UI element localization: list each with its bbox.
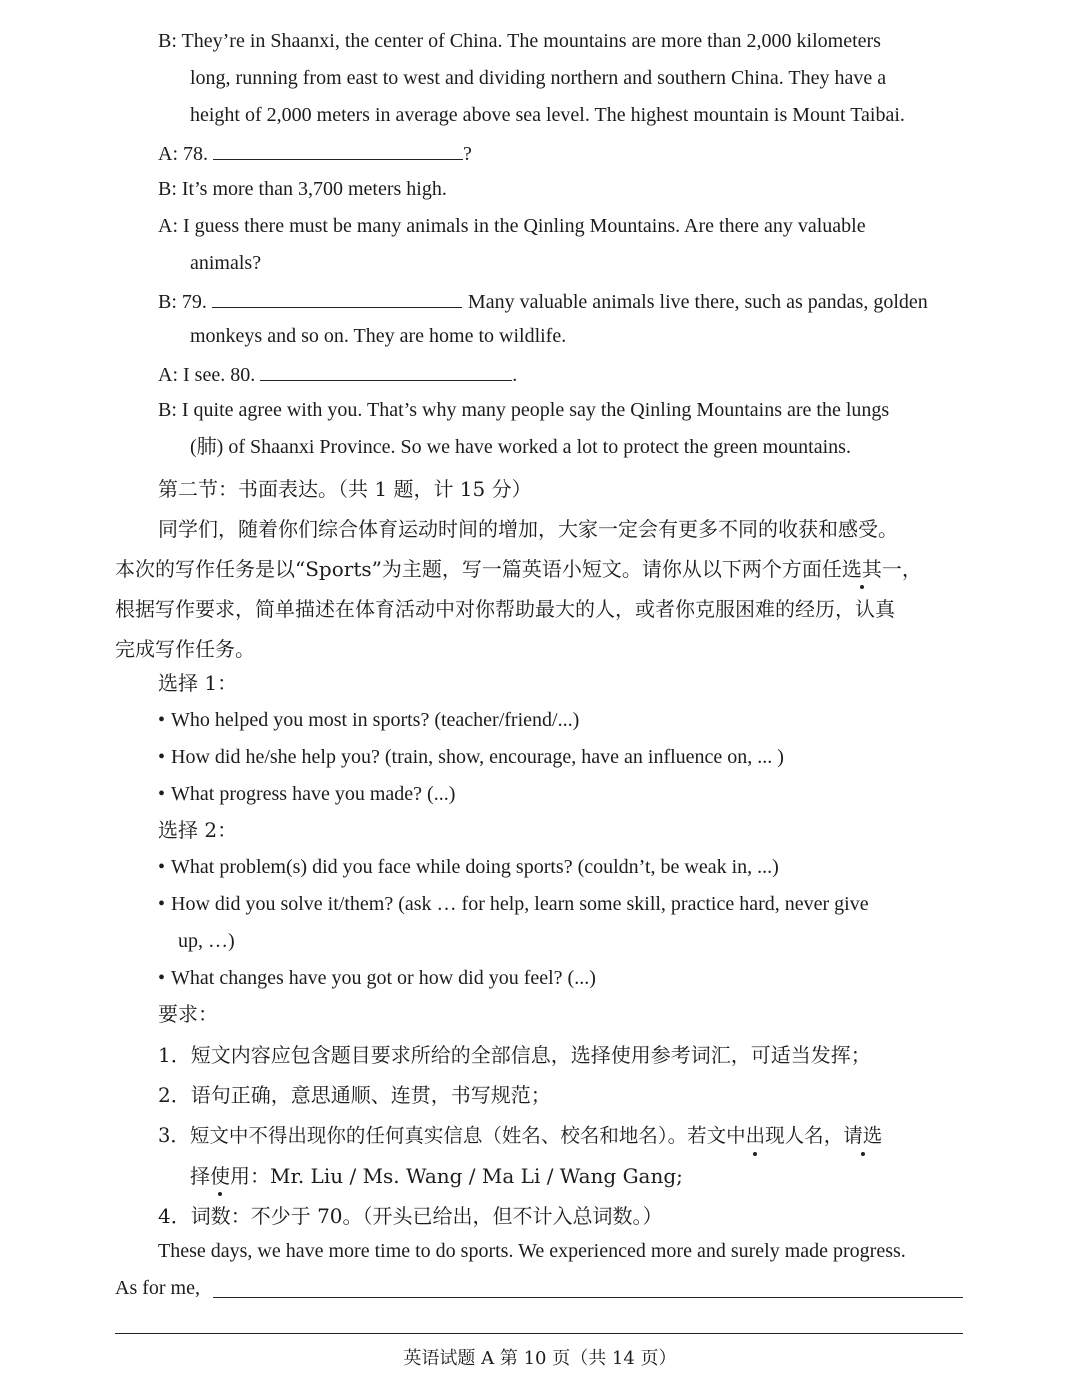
- page-footer: 英语试题 A 第 10 页（共 14 页）: [403, 1348, 677, 1369]
- requirements-label: 要求：: [158, 1002, 218, 1026]
- dialogue-line: B: It’s more than 3,700 meters high.: [158, 178, 447, 200]
- dialogue-line: B: I quite agree with you. That’s why many people say the Qinling Mountains are the lungs: [158, 399, 890, 421]
- section-heading: 第二节：书面表达。（共 1 题，计 15 分）: [158, 477, 532, 501]
- intro-line: 同学们，随着你们综合体育运动时间的增加，大家一定会有更多不同的收获和感受。: [158, 517, 898, 541]
- answer-blank-80[interactable]: [260, 360, 512, 381]
- intro-text: ，: [901, 557, 922, 581]
- choice-2-item: • What changes have you got or how did you feel? (...): [158, 965, 596, 991]
- dialogue-line: long, running from east to west and dividing northern and southern China. They have a: [190, 67, 887, 89]
- question-78: [158, 139, 472, 167]
- choice-1-item: • Who helped you most in sports? (teacher/friend/...): [158, 707, 579, 733]
- question-number-79: B: 79.: [158, 291, 207, 313]
- question-79-suffix: Many valuable animals live there, such as pandas, golden: [467, 291, 928, 313]
- emphasis-text: 择使用: [190, 1164, 250, 1188]
- intro-line: 根据写作要求，简单描述在体育活动中对你帮助最大的人，或者你克服困难的经历，认真: [115, 597, 895, 621]
- intro-line: [115, 556, 922, 582]
- question-number-80: A: I see. 80.: [158, 364, 256, 386]
- dialogue-line: A: I guess there must be many animals in the Qinling Mountains. Are there any valuable: [158, 215, 866, 237]
- dialogue-line: animals?: [190, 252, 262, 274]
- question-78-suffix: ?: [463, 143, 472, 165]
- essay-start: [115, 1275, 200, 1301]
- choice-2-item-continued: up, …): [178, 930, 235, 952]
- requirement-1: 1．短文内容应包含题目要求所给的全部信息，选择使用参考词汇，可适当发挥；: [158, 1043, 871, 1067]
- intro-line: 完成写作任务。: [115, 637, 255, 661]
- requirement-3: [158, 1123, 882, 1149]
- requirement-3-continued: [190, 1163, 683, 1189]
- essay-opening: These days, we have more time to do sports. We experienced more and surely made progress.: [158, 1240, 906, 1262]
- requirement-2: 2．语句正确，意思通顺、连贯，书写规范；: [158, 1083, 551, 1107]
- choice-1-item: • What progress have you made? (...): [158, 781, 455, 807]
- requirement-4: 4．词数：不少于 70。（开头已给出，但不计入总词数。）: [158, 1204, 663, 1228]
- emphasis-text: 请选: [843, 1124, 883, 1147]
- answer-blank-79[interactable]: [212, 287, 462, 308]
- req-text: 3．短文中不得出现你的任何真实信息（姓名、校名和地名）。: [158, 1124, 688, 1147]
- essay-start-text: As for me,: [115, 1277, 200, 1299]
- choice-1-label: 选择 1：: [158, 671, 238, 695]
- req-text: ，: [823, 1124, 844, 1147]
- dialogue-line: (肺) of Shaanxi Province. So we have worked a lot to protect the green mountains.: [190, 436, 851, 458]
- question-number-78: A: 78.: [158, 143, 208, 165]
- choice-1-item: • How did he/she help you? (train, show, encourage, have an influence on, ... ): [158, 744, 784, 770]
- dialogue-line: monkeys and so on. They are home to wildlife.: [190, 325, 567, 347]
- choice-2-label: 选择 2：: [158, 818, 238, 842]
- footer-divider: [115, 1333, 963, 1334]
- emphasis-text: 若文中出现人名: [687, 1124, 824, 1147]
- choice-2-item: • How did you solve it/them? (ask … for help, learn some skill, practice hard, never give: [158, 891, 869, 917]
- question-80-suffix: .: [512, 364, 518, 386]
- question-80: [158, 360, 517, 388]
- intro-text: 本次的写作任务是以“Sports”为主题，写一篇英语小短文。请你从以下两个方面: [115, 557, 822, 581]
- essay-writing-line[interactable]: [213, 1297, 963, 1298]
- emphasis-text: 任选其一: [821, 557, 902, 581]
- req-text: ：Mr. Liu / Ms. Wang / Ma Li / Wang Gang;: [250, 1164, 683, 1188]
- answer-blank-78[interactable]: [213, 139, 463, 160]
- dialogue-line: B: They’re in Shaanxi, the center of China. The mountains are more than 2,000 kilometers: [158, 30, 881, 52]
- question-79: [158, 287, 928, 315]
- dialogue-line: height of 2,000 meters in average above sea level. The highest mountain is Mount Taibai.: [190, 104, 905, 126]
- choice-2-item: • What problem(s) did you face while doing sports? (couldn’t, be weak in, ...): [158, 854, 779, 880]
